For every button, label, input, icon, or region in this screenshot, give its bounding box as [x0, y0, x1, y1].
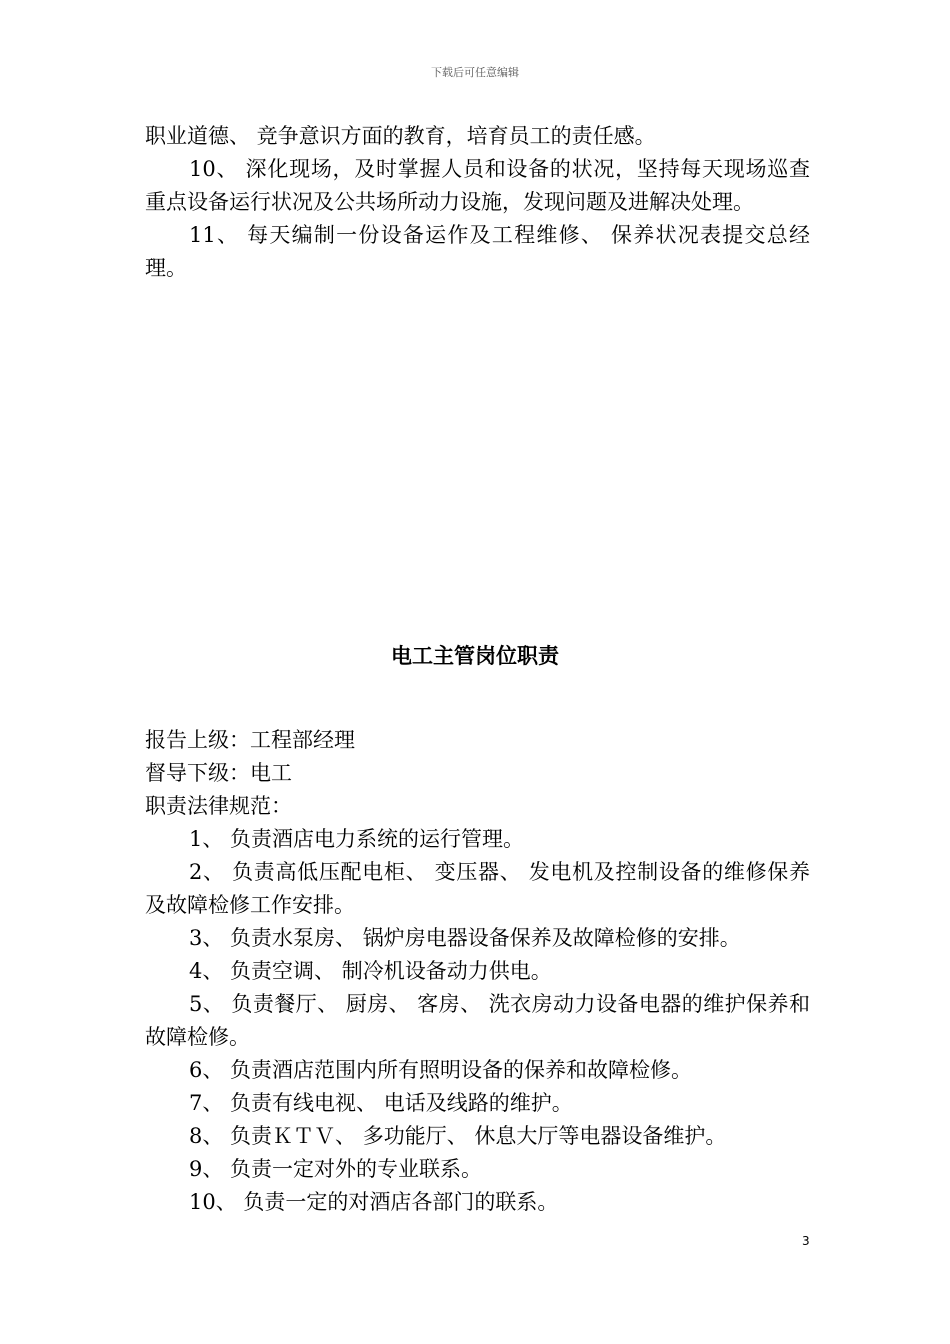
item-number: 10、 [189, 1190, 237, 1214]
duty-item [145, 955, 810, 988]
reports-to-line: 报告上级：工程部经理 [145, 728, 355, 752]
item-text: 负责水泵房、 锅炉房电器设备保养及故障检修的安排。 [223, 926, 741, 950]
duty-item [145, 823, 810, 856]
section-title: 电工主管岗位职责 [391, 644, 559, 668]
item-number: 11、 [189, 223, 240, 247]
duty-item-11 [145, 219, 810, 285]
item-text: 负责ＫＴＶ、 多功能厅、 休息大厅等电器设备维护。 [223, 1124, 727, 1148]
duty-item [145, 988, 810, 1054]
duty-item [145, 1087, 810, 1120]
page-header: 下载后可任意编辑 [431, 66, 519, 79]
supervises-line: 督导下级：电工 [145, 761, 292, 785]
duty-item [145, 1153, 810, 1186]
item-text: 负责酒店范围内所有照明设备的保养和故障检修。 [223, 1058, 693, 1082]
duty-item [145, 856, 810, 922]
duties-label: 职责法律规范： [145, 794, 292, 818]
item-number: 3、 [189, 926, 224, 950]
item-text: 负责高低压配电柜、 变压器、 发电机及控制设备的维修保养及故障检修工作安排。 [145, 860, 810, 917]
continued-duties-section [145, 120, 810, 285]
duty-item [145, 922, 810, 955]
item-text: 负责空调、 制冷机设备动力供电。 [223, 959, 552, 983]
item-number: 7、 [189, 1091, 224, 1115]
item-number: 8、 [189, 1124, 224, 1148]
item-text: 负责餐厅、 厨房、 客房、 洗衣房动力设备电器的维护保养和故障检修。 [145, 992, 810, 1049]
item-number: 6、 [189, 1058, 224, 1082]
item-text: 负责酒店电力系统的运行管理。 [223, 827, 525, 851]
duty-item [145, 1186, 810, 1219]
item-number: 1、 [189, 827, 224, 851]
item-text: 深化现场，及时掌握人员和设备的状况，坚持每天现场巡查重点设备运行状况及公共场所动力设施，发现问题及进解决处理。 [145, 157, 810, 214]
duty-item-10 [145, 153, 810, 219]
page-number: 3 [802, 1234, 810, 1248]
duty-list [145, 823, 810, 1219]
item-number: 5、 [189, 992, 225, 1016]
paragraph-continued: 职业道德、 竞争意识方面的教育，培育员工的责任感。 [145, 124, 656, 148]
item-number: 9、 [189, 1157, 224, 1181]
item-number: 2、 [189, 860, 225, 884]
electrician-supervisor-duties [145, 724, 810, 1219]
item-text: 负责有线电视、 电话及线路的维护。 [223, 1091, 573, 1115]
duty-item [145, 1120, 810, 1153]
item-text: 负责一定的对酒店各部门的联系。 [236, 1190, 559, 1214]
item-number: 4、 [189, 959, 224, 983]
item-text: 负责一定对外的专业联系。 [223, 1157, 483, 1181]
item-number: 10、 [189, 157, 239, 181]
item-text: 每天编制一份设备运作及工程维修、 保养状况表提交总经理。 [145, 223, 810, 280]
duty-item [145, 1054, 810, 1087]
